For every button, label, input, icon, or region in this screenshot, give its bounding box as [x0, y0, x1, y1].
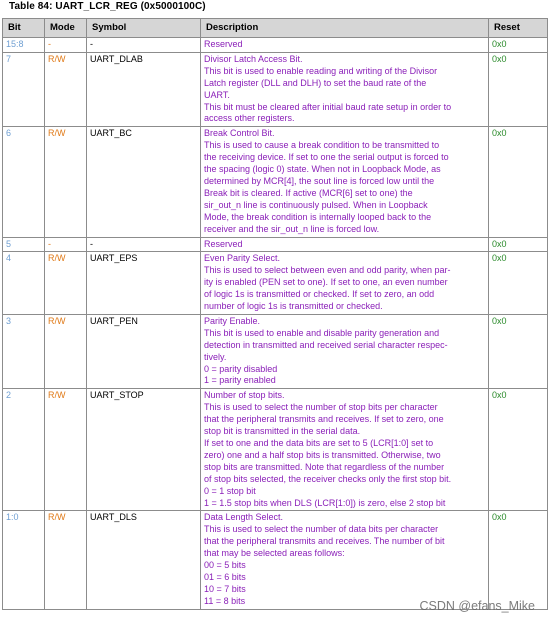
description-line: Reserved	[204, 39, 243, 49]
reset-cell: 0x0	[489, 314, 548, 388]
description-line: receiver and the sir_out_n line is forced low.	[204, 223, 380, 234]
table-row	[3, 52, 548, 126]
description-line: 01 = 6 bits	[204, 571, 246, 582]
description-line: Parity Enable.	[204, 315, 261, 326]
description-cell	[201, 252, 489, 315]
description-cell	[201, 389, 489, 511]
reset-cell: 0x0	[489, 237, 548, 252]
header-mode: Mode	[45, 19, 87, 38]
description-line: determined by MCR[4], the sout line is forced low until the	[204, 175, 435, 186]
bit-cell: 6	[3, 127, 45, 237]
description-line: Data Length Select.	[204, 512, 284, 523]
description-line: Divisor Latch Access Bit.	[204, 53, 303, 64]
description-line: This bit must be cleared after initial baud rate setup in order to	[204, 101, 452, 112]
description-line: Reserved	[204, 238, 243, 249]
description-line: number of logic 1s is transmitted or checked.	[204, 301, 383, 312]
description-line: sir_out_n line is continuously pulsed. When in Loopback	[204, 199, 428, 210]
bit-cell: 15:8	[3, 38, 45, 53]
mode-cell: R/W	[45, 52, 87, 126]
reset-cell: 0x0	[489, 52, 548, 126]
mode-cell: R/W	[45, 389, 87, 511]
table-row	[3, 127, 548, 237]
description-line: tively.	[204, 351, 227, 362]
table-row	[3, 389, 548, 511]
reset-cell: 0x0	[489, 38, 548, 53]
symbol-cell: -	[87, 38, 201, 53]
description-line: stop bits are transmitted. Note that regardless of the number	[204, 461, 445, 472]
description-line: Break Control Bit.	[204, 128, 275, 139]
description-cell	[201, 127, 489, 237]
table-body	[3, 38, 548, 610]
description-line: 1 = 1.5 stop bits when DLS (LCR[1:0]) is zero, else 2 stop bit	[204, 497, 446, 508]
description-line: Even Parity Select.	[204, 253, 281, 264]
table-row	[3, 237, 548, 252]
bit-cell: 5	[3, 237, 45, 252]
description-line: This bit is used to enable and disable parity generation and	[204, 327, 440, 338]
description-line: of logic 1s is transmitted or checked. If set to zero, an odd	[204, 289, 435, 300]
reset-cell: 0x0	[489, 511, 548, 609]
watermark: CSDN @efans_Mike	[419, 599, 535, 613]
mode-cell: -	[45, 237, 87, 252]
table-header-row	[3, 19, 548, 38]
table-row	[3, 314, 548, 388]
header-reset: Reset	[489, 19, 548, 38]
description-line: Latch register (DLL and DLH) to set the baud rate of the	[204, 77, 427, 88]
symbol-cell: UART_PEN	[87, 314, 201, 388]
symbol-cell: UART_DLAB	[87, 52, 201, 126]
description-line: UART.	[204, 89, 230, 100]
description-line: This is used to select the number of data bits per character	[204, 524, 439, 535]
description-line: 10 = 7 bits	[204, 583, 246, 594]
header-symbol: Symbol	[87, 19, 201, 38]
table-row	[3, 38, 548, 53]
description-line: This is used to select the number of stop bits per character	[204, 402, 438, 413]
reset-cell: 0x0	[489, 252, 548, 315]
description-line: Mode, the break condition is internally looped back to the	[204, 211, 432, 222]
table-row	[3, 511, 548, 609]
description-line: that the peripheral transmits and receives. If set to zero, one	[204, 414, 444, 425]
bit-cell: 1:0	[3, 511, 45, 609]
description-cell	[201, 38, 489, 53]
description-line: 11 = 8 bits	[204, 595, 246, 606]
description-line: If set to one and the data bits are set to 5 (LCR[1:0] set to	[204, 438, 434, 448]
description-cell	[201, 52, 489, 126]
reset-cell: 0x0	[489, 389, 548, 511]
description-line: 1 = parity enabled	[204, 375, 276, 386]
description-cell	[201, 511, 489, 609]
header-bit: Bit	[3, 19, 45, 38]
register-table	[2, 18, 548, 610]
description-line: detection in transmitted and received serial character respec-	[204, 339, 448, 350]
description-line: zero) one and a half stop bits is transmitted. Otherwise, two	[204, 449, 441, 460]
reset-cell: 0x0	[489, 127, 548, 237]
bit-cell: 4	[3, 252, 45, 315]
description-line: that may be selected areas follows:	[204, 548, 345, 559]
description-line: 00 = 5 bits	[204, 560, 246, 571]
header-description: Description	[201, 19, 489, 38]
description-line: the receiving device. If set to one the serial output is forced to	[204, 152, 449, 163]
symbol-cell: UART_STOP	[87, 389, 201, 511]
table-caption: Table 84: UART_LCR_REG (0x5000100C)	[9, 1, 206, 12]
description-line: of stop bits selected, the receiver checks only the first stop bit.	[204, 473, 452, 484]
description-line: Break bit is cleared. If active (MCR[6] set to one) the	[204, 187, 413, 198]
description-line: the spacing (logic 0) state. When not in Loopback Mode, as	[204, 164, 441, 175]
description-line: that the peripheral transmits and receives. The number of bit	[204, 536, 445, 547]
bit-cell: 7	[3, 52, 45, 126]
description-line: This bit is used to enable reading and writing of the Divisor	[204, 65, 438, 76]
description-line: Number of stop bits.	[204, 390, 285, 401]
mode-cell: -	[45, 38, 87, 53]
table-row	[3, 252, 548, 315]
mode-cell: R/W	[45, 252, 87, 315]
description-line: 0 = 1 stop bit	[204, 485, 256, 496]
mode-cell: R/W	[45, 511, 87, 609]
symbol-cell: UART_EPS	[87, 252, 201, 315]
description-line: 0 = parity disabled	[204, 363, 278, 374]
mode-cell: R/W	[45, 314, 87, 388]
symbol-cell: UART_BC	[87, 127, 201, 237]
symbol-cell: UART_DLS	[87, 511, 201, 609]
description-cell	[201, 314, 489, 388]
mode-cell: R/W	[45, 127, 87, 237]
description-cell	[201, 237, 489, 252]
bit-cell: 3	[3, 314, 45, 388]
description-line: access other registers.	[204, 113, 295, 124]
description-line: stop bit is transmitted in the serial data.	[204, 426, 361, 437]
symbol-cell: -	[87, 237, 201, 252]
description-line: ity is enabled (PEN set to one). If set to one, an even number	[204, 277, 448, 288]
description-line: This is used to select between even and odd parity, when par-	[204, 265, 451, 276]
bit-cell: 2	[3, 389, 45, 511]
description-line: This is used to cause a break condition to be transmitted to	[204, 140, 440, 151]
